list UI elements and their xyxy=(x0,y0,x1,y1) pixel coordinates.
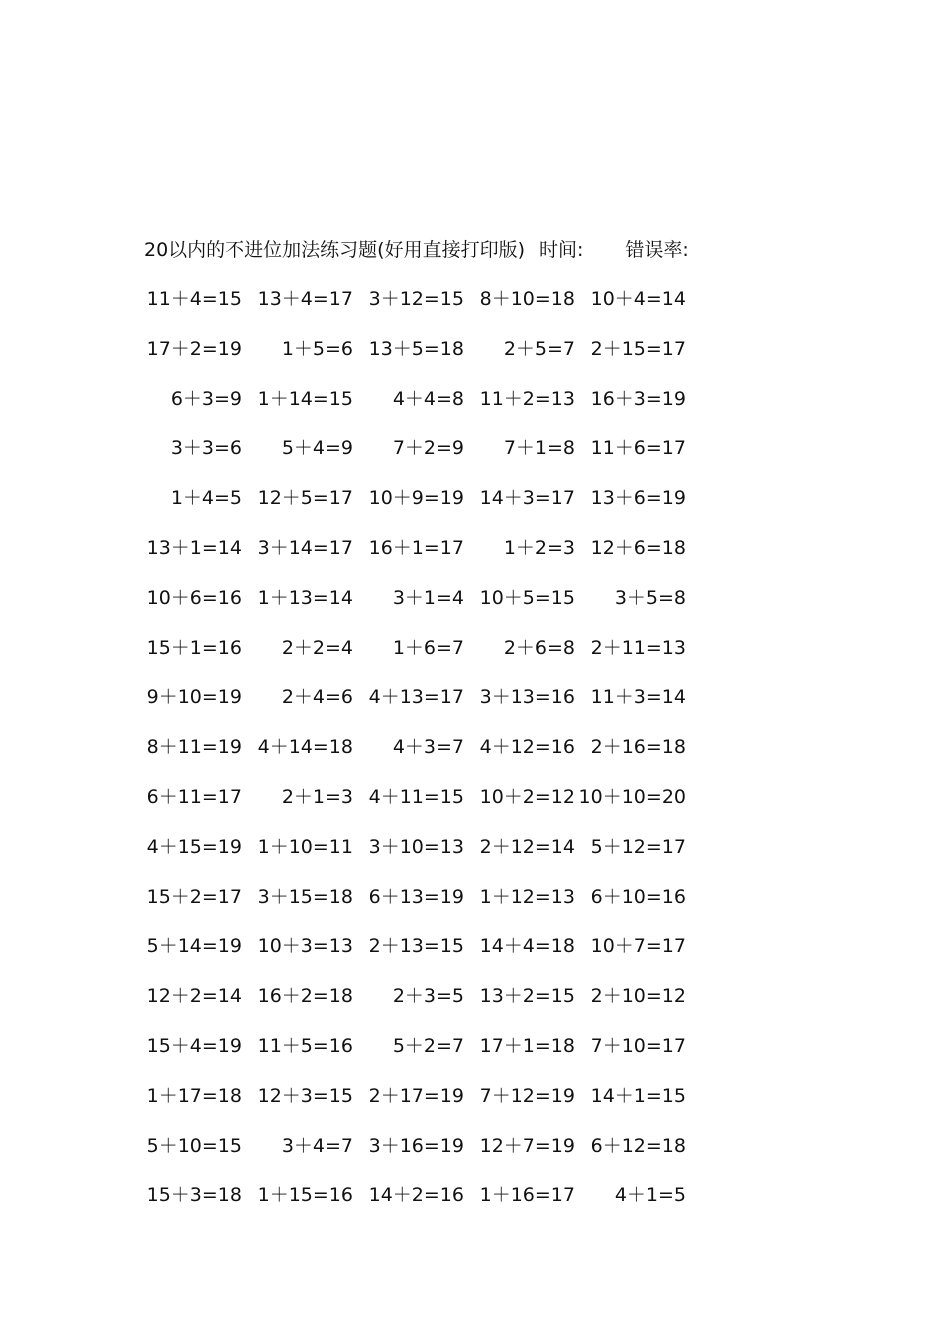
addition-problem: 3＋3=6 xyxy=(170,437,242,460)
addition-problem: 3＋16=19 xyxy=(368,1134,464,1157)
addition-problem: 4＋13=17 xyxy=(368,686,464,709)
addition-problem: 5＋2=7 xyxy=(392,1034,464,1057)
problem-row xyxy=(0,682,950,732)
addition-problem: 11＋6=17 xyxy=(590,437,686,460)
addition-problem: 10＋4=14 xyxy=(590,288,686,310)
problem-row xyxy=(0,1180,950,1230)
problem-row xyxy=(0,1081,950,1131)
addition-problem: 9＋10=19 xyxy=(146,686,242,709)
problem-row xyxy=(0,1031,950,1081)
addition-problem: 14＋3=17 xyxy=(479,487,575,510)
addition-problem: 5＋4=9 xyxy=(281,437,353,460)
addition-problem: 8＋11=19 xyxy=(146,736,242,759)
addition-problem: 14＋1=15 xyxy=(590,1084,686,1107)
problem-row xyxy=(0,284,950,334)
addition-problem: 11＋5=16 xyxy=(257,1034,353,1057)
addition-problem: 12＋2=14 xyxy=(146,985,242,1008)
addition-problem: 10＋10=20 xyxy=(578,785,686,808)
problem-row xyxy=(0,782,950,832)
addition-problem: 16＋3=19 xyxy=(590,387,686,410)
addition-problem: 2＋13=15 xyxy=(368,935,464,958)
problem-grid xyxy=(0,284,950,1230)
addition-problem: 4＋1=5 xyxy=(614,1184,686,1207)
addition-problem: 1＋4=5 xyxy=(170,487,242,510)
addition-problem: 10＋2=12 xyxy=(479,785,575,808)
problem-row xyxy=(0,483,950,533)
addition-problem: 1＋12=13 xyxy=(479,885,575,908)
addition-problem: 5＋12=17 xyxy=(590,835,686,858)
addition-problem: 6＋11=17 xyxy=(146,785,242,808)
addition-problem: 11＋3=14 xyxy=(590,686,686,709)
addition-problem: 15＋3=18 xyxy=(146,1184,242,1207)
addition-problem: 1＋15=16 xyxy=(257,1184,353,1207)
addition-problem: 3＋5=8 xyxy=(614,586,686,609)
addition-problem: 4＋15=19 xyxy=(146,835,242,858)
addition-problem: 10＋5=15 xyxy=(479,586,575,609)
addition-problem: 2＋3=5 xyxy=(392,985,464,1008)
addition-problem: 12＋7=19 xyxy=(479,1134,575,1157)
addition-problem: 3＋14=17 xyxy=(257,536,353,559)
addition-problem: 1＋13=14 xyxy=(257,586,353,609)
addition-problem: 2＋16=18 xyxy=(590,736,686,759)
addition-problem: 3＋10=13 xyxy=(368,835,464,858)
problem-row xyxy=(0,583,950,633)
addition-problem: 7＋10=17 xyxy=(590,1034,686,1057)
addition-problem: 7＋2=9 xyxy=(392,437,464,460)
addition-problem: 1＋16=17 xyxy=(479,1184,575,1207)
addition-problem: 1＋14=15 xyxy=(257,387,353,410)
addition-problem: 2＋6=8 xyxy=(503,636,575,659)
addition-problem: 7＋1=8 xyxy=(503,437,575,460)
addition-problem: 11＋4=15 xyxy=(146,288,242,310)
addition-problem: 2＋1=3 xyxy=(281,785,353,808)
addition-problem: 6＋12=18 xyxy=(590,1134,686,1157)
addition-problem: 13＋1=14 xyxy=(146,536,242,559)
addition-problem: 12＋3=15 xyxy=(257,1084,353,1107)
addition-problem: 4＋12=16 xyxy=(479,736,575,759)
problem-row xyxy=(0,981,950,1031)
addition-problem: 16＋1=17 xyxy=(368,536,464,559)
addition-problem: 3＋15=18 xyxy=(257,885,353,908)
addition-problem: 13＋2=15 xyxy=(479,985,575,1008)
problem-row xyxy=(0,1131,950,1181)
addition-problem: 3＋12=15 xyxy=(368,288,464,310)
error-rate-label: 错误率: xyxy=(625,239,689,261)
problem-row xyxy=(0,384,950,434)
addition-problem: 4＋3=7 xyxy=(392,736,464,759)
addition-problem: 1＋6=7 xyxy=(392,636,464,659)
addition-problem: 2＋2=4 xyxy=(281,636,353,659)
problem-row xyxy=(0,533,950,583)
addition-problem: 13＋6=19 xyxy=(590,487,686,510)
addition-problem: 4＋4=8 xyxy=(392,387,464,410)
addition-problem: 10＋7=17 xyxy=(590,935,686,958)
addition-problem: 2＋12=14 xyxy=(479,835,575,858)
addition-problem: 14＋2=16 xyxy=(368,1184,464,1207)
addition-problem: 12＋6=18 xyxy=(590,536,686,559)
addition-problem: 2＋4=6 xyxy=(281,686,353,709)
problem-row xyxy=(0,334,950,384)
addition-problem: 1＋2=3 xyxy=(503,536,575,559)
addition-problem: 2＋5=7 xyxy=(503,337,575,360)
addition-problem: 2＋17=19 xyxy=(368,1084,464,1107)
addition-problem: 12＋5=17 xyxy=(257,487,353,510)
addition-problem: 4＋11=15 xyxy=(368,785,464,808)
addition-problem: 2＋10=12 xyxy=(590,985,686,1008)
addition-problem: 1＋10=11 xyxy=(257,835,353,858)
addition-problem: 4＋14=18 xyxy=(257,736,353,759)
addition-problem: 7＋12=19 xyxy=(479,1084,575,1107)
addition-problem: 3＋4=7 xyxy=(281,1134,353,1157)
addition-problem: 10＋6=16 xyxy=(146,586,242,609)
addition-problem: 15＋2=17 xyxy=(146,885,242,908)
addition-problem: 1＋17=18 xyxy=(146,1084,242,1107)
addition-problem: 13＋4=17 xyxy=(257,288,353,310)
worksheet-header xyxy=(144,236,689,264)
addition-problem: 13＋5=18 xyxy=(368,337,464,360)
addition-problem: 2＋11=13 xyxy=(590,636,686,659)
addition-problem: 1＋5=6 xyxy=(281,337,353,360)
addition-problem: 3＋1=4 xyxy=(392,586,464,609)
time-label: 时间: xyxy=(539,239,584,261)
addition-problem: 2＋15=17 xyxy=(590,337,686,360)
addition-problem: 6＋3=9 xyxy=(170,387,242,410)
problem-row xyxy=(0,931,950,981)
addition-problem: 14＋4=18 xyxy=(479,935,575,958)
addition-problem: 5＋14=19 xyxy=(146,935,242,958)
addition-problem: 10＋3=13 xyxy=(257,935,353,958)
addition-problem: 10＋9=19 xyxy=(368,487,464,510)
addition-problem: 5＋10=15 xyxy=(146,1134,242,1157)
problem-row xyxy=(0,882,950,932)
addition-problem: 17＋1=18 xyxy=(479,1034,575,1057)
problem-row xyxy=(0,732,950,782)
addition-problem: 16＋2=18 xyxy=(257,985,353,1008)
addition-problem: 3＋13=16 xyxy=(479,686,575,709)
addition-problem: 8＋10=18 xyxy=(479,288,575,310)
problem-row xyxy=(0,633,950,683)
addition-problem: 11＋2=13 xyxy=(479,387,575,410)
addition-problem: 6＋13=19 xyxy=(368,885,464,908)
addition-problem: 17＋2=19 xyxy=(146,337,242,360)
problem-row xyxy=(0,832,950,882)
problem-row xyxy=(0,433,950,483)
addition-problem: 15＋4=19 xyxy=(146,1034,242,1057)
addition-problem: 15＋1=16 xyxy=(146,636,242,659)
worksheet-title: 20以内的不进位加法练习题(好用直接打印版) xyxy=(144,239,526,261)
addition-problem: 6＋10=16 xyxy=(590,885,686,908)
